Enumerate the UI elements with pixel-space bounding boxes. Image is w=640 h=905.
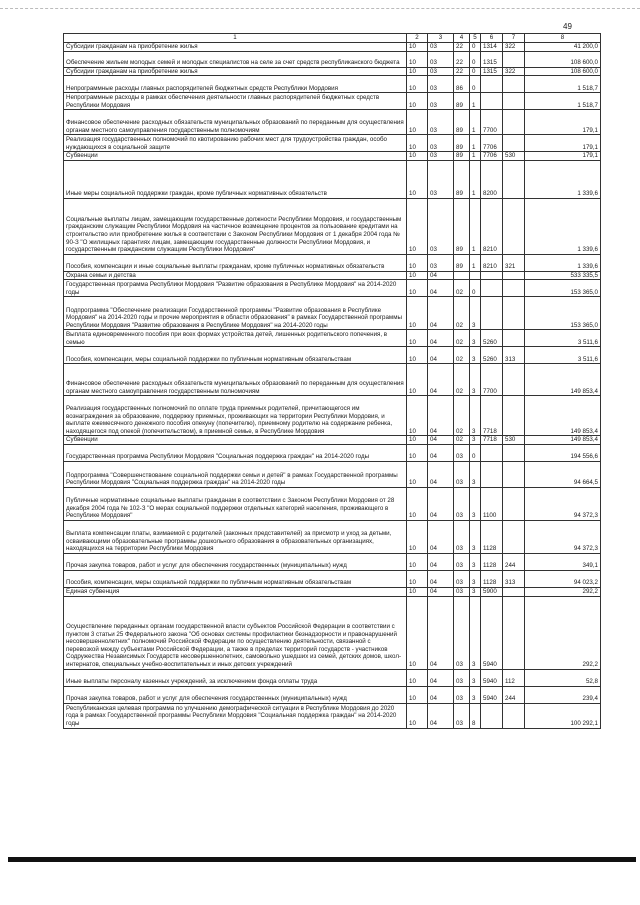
row-code-cell: 10 — [407, 520, 428, 553]
row-code-cell: 244 — [503, 686, 525, 703]
row-code-cell: 321 — [503, 254, 525, 271]
row-code-cell: 8210 — [481, 254, 503, 271]
row-amount-cell: 194 556,6 — [525, 444, 601, 461]
page-number: 49 — [563, 22, 572, 31]
row-amount-cell: 292,2 — [525, 596, 601, 669]
row-code-cell: 04 — [428, 436, 454, 445]
column-header: 5 — [470, 34, 481, 43]
row-code-cell: 02 — [454, 297, 470, 330]
row-code-cell: 04 — [428, 347, 454, 364]
row-name-cell: Финансовое обеспечение расходных обязательств муниципальных образований по переданным для осуществления органам местного самоуправления государственным полномочиям — [64, 110, 407, 135]
row-code-cell: 03 — [428, 135, 454, 152]
table-row — [64, 570, 601, 587]
row-code-cell: 03 — [454, 596, 470, 669]
row-code-cell: 10 — [407, 135, 428, 152]
row-amount-cell: 349,1 — [525, 553, 601, 570]
row-code-cell: 5260 — [481, 330, 503, 347]
table-row — [64, 347, 601, 364]
row-code-cell: 7718 — [481, 396, 503, 436]
row-code-cell: 02 — [454, 396, 470, 436]
table-row — [64, 93, 601, 110]
row-code-cell: 02 — [454, 330, 470, 347]
row-code-cell: 04 — [428, 570, 454, 587]
row-code-cell — [503, 330, 525, 347]
row-code-cell: 03 — [428, 93, 454, 110]
row-code-cell: 1 — [470, 152, 481, 161]
row-code-cell: 86 — [454, 76, 470, 93]
budget-table — [63, 33, 601, 729]
row-code-cell: 03 — [454, 553, 470, 570]
row-name-cell: Обеспечение жильем молодых семей и молодых специалистов на селе за счет средств республиканского бюджета — [64, 51, 407, 67]
row-code-cell: 1128 — [481, 520, 503, 553]
table-row — [64, 330, 601, 347]
row-code-cell: 3 — [470, 347, 481, 364]
row-code-cell: 04 — [428, 297, 454, 330]
row-code-cell: 89 — [454, 198, 470, 254]
row-code-cell: 10 — [407, 198, 428, 254]
row-code-cell: 3 — [470, 553, 481, 570]
row-code-cell — [481, 271, 503, 280]
row-code-cell: 530 — [503, 436, 525, 445]
row-code-cell: 03 — [428, 67, 454, 76]
row-code-cell: 3 — [470, 686, 481, 703]
row-code-cell: 04 — [428, 686, 454, 703]
row-name-cell: Иные выплаты персоналу казенных учреждений, за исключением фонда оплаты труда — [64, 669, 407, 686]
row-amount-cell: 153 365,0 — [525, 297, 601, 330]
row-code-cell: 03 — [454, 520, 470, 553]
row-code-cell: 04 — [428, 596, 454, 669]
table-row — [64, 160, 601, 198]
row-code-cell: 04 — [428, 396, 454, 436]
table-row — [64, 669, 601, 686]
row-code-cell: 04 — [428, 520, 454, 553]
row-amount-cell: 94 664,5 — [525, 461, 601, 487]
row-code-cell: 03 — [454, 570, 470, 587]
row-name-cell: Осуществление переданных органам государственной власти субъектов Российской Федерации в соответствии с пунктом 3 статьи 25 Федерального закона "Об основах системы профилактики безнадзорности и правонарушений несовершеннолетних" полномочий Российской Федерации по осуществлению деятельности, связанной с перевозкой между субъектами Российской Федерации, а также в пределах территорий государств - участников Содружества Независимых Государств несовершеннолетних, самовольно ушедших из семей, детских домов, школ-интернатов, специальных учебно-воспитательных и иных детских учреждений — [64, 596, 407, 669]
column-header: 8 — [525, 34, 601, 43]
row-code-cell: 3 — [470, 297, 481, 330]
table-row — [64, 444, 601, 461]
row-code-cell: 22 — [454, 67, 470, 76]
row-code-cell — [503, 444, 525, 461]
column-header: 1 — [64, 34, 407, 43]
row-code-cell — [503, 297, 525, 330]
row-code-cell — [470, 271, 481, 280]
row-name-cell: Пособия, компенсации и иные социальные выплаты гражданам, кроме публичных нормативных обязательств — [64, 254, 407, 271]
row-code-cell — [481, 93, 503, 110]
row-code-cell: 0 — [470, 51, 481, 67]
row-name-cell: Выплата компенсации платы, взимаемой с родителей (законных представителей) за присмотр и уход за детьми, осваивающими образовательные программы дошкольного образования в образовательных организациях, находящихся на территории Республики Мордовия — [64, 520, 407, 553]
row-code-cell: 89 — [454, 152, 470, 161]
row-code-cell: 322 — [503, 43, 525, 52]
row-amount-cell: 100 292,1 — [525, 703, 601, 728]
row-code-cell — [503, 461, 525, 487]
row-code-cell: 03 — [428, 51, 454, 67]
table-row — [64, 461, 601, 487]
row-code-cell: 89 — [454, 254, 470, 271]
row-code-cell: 10 — [407, 93, 428, 110]
row-code-cell: 03 — [428, 198, 454, 254]
table-row — [64, 364, 601, 396]
row-amount-cell: 108 600,0 — [525, 51, 601, 67]
page-bottom-edge — [8, 857, 636, 862]
row-code-cell: 03 — [428, 110, 454, 135]
row-code-cell: 22 — [454, 51, 470, 67]
row-code-cell: 89 — [454, 160, 470, 198]
table-row — [64, 553, 601, 570]
row-amount-cell: 1 339,6 — [525, 160, 601, 198]
row-code-cell — [481, 76, 503, 93]
row-code-cell — [481, 297, 503, 330]
row-code-cell — [481, 280, 503, 297]
row-amount-cell: 153 365,0 — [525, 280, 601, 297]
row-code-cell — [503, 135, 525, 152]
row-code-cell: 10 — [407, 686, 428, 703]
row-code-cell: 3 — [470, 669, 481, 686]
row-code-cell — [503, 160, 525, 198]
row-code-cell: 03 — [428, 76, 454, 93]
row-code-cell — [503, 587, 525, 596]
table-row — [64, 51, 601, 67]
row-name-cell: Единая субвенция — [64, 587, 407, 596]
row-code-cell: 10 — [407, 43, 428, 52]
table-row — [64, 520, 601, 553]
row-code-cell: 3 — [470, 587, 481, 596]
row-amount-cell: 292,2 — [525, 587, 601, 596]
row-code-cell: 5260 — [481, 347, 503, 364]
row-code-cell — [503, 487, 525, 520]
row-name-cell: Выплата единовременного пособия при всех формах устройства детей, лишенных родительского попечения, в семью — [64, 330, 407, 347]
row-code-cell: 10 — [407, 669, 428, 686]
row-code-cell: 02 — [454, 280, 470, 297]
row-code-cell: 10 — [407, 570, 428, 587]
row-code-cell: 8 — [470, 703, 481, 728]
row-amount-cell: 1 339,6 — [525, 198, 601, 254]
table-row — [64, 596, 601, 669]
table-row — [64, 280, 601, 297]
row-code-cell: 1 — [470, 110, 481, 135]
row-code-cell — [503, 364, 525, 396]
row-code-cell: 04 — [428, 487, 454, 520]
row-code-cell: 03 — [428, 43, 454, 52]
row-code-cell: 10 — [407, 330, 428, 347]
row-code-cell: 04 — [428, 703, 454, 728]
row-code-cell: 10 — [407, 51, 428, 67]
row-code-cell — [503, 396, 525, 436]
row-amount-cell: 41 200,0 — [525, 43, 601, 52]
row-code-cell: 3 — [470, 396, 481, 436]
row-code-cell: 10 — [407, 436, 428, 445]
row-code-cell: 89 — [454, 110, 470, 135]
row-amount-cell: 94 023,2 — [525, 570, 601, 587]
row-amount-cell: 179,1 — [525, 152, 601, 161]
row-name-cell: Иные меры социальной поддержки граждан, кроме публичных нормативных обязательств — [64, 160, 407, 198]
table-row — [64, 436, 601, 445]
row-code-cell — [503, 703, 525, 728]
table-row — [64, 198, 601, 254]
row-code-cell: 04 — [428, 364, 454, 396]
row-name-cell: Подпрограмма "Совершенствование социальной поддержки семьи и детей" в рамках Государственной программы Республики Мордовия "Социальная поддержка граждан" на 2014-2020 годы — [64, 461, 407, 487]
row-code-cell — [481, 703, 503, 728]
row-code-cell: 04 — [428, 271, 454, 280]
row-code-cell — [503, 110, 525, 135]
row-code-cell: 7700 — [481, 364, 503, 396]
row-code-cell — [503, 93, 525, 110]
row-name-cell: Подпрограмма "Обеспечение реализации Государственной программы "Развитие образования в Республике Мордовия" на 2014-2020 годы и прочие мероприятия в области образования" в рамках Государственной программы Республики Мордовия "Развитие образования в Республике Мордовия" на 2014-2020 годы — [64, 297, 407, 330]
table-row — [64, 703, 601, 728]
row-code-cell: 322 — [503, 67, 525, 76]
table-row — [64, 396, 601, 436]
table-row — [64, 487, 601, 520]
row-code-cell: 10 — [407, 347, 428, 364]
column-header: 4 — [454, 34, 470, 43]
row-code-cell: 5940 — [481, 596, 503, 669]
row-amount-cell: 3 511,6 — [525, 330, 601, 347]
row-code-cell: 1 — [470, 135, 481, 152]
row-amount-cell: 149 853,4 — [525, 396, 601, 436]
row-name-cell: Реализация государственных полномочий по квотированию рабочих мест для трудоустройства граждан, особо нуждающихся в социальной защите — [64, 135, 407, 152]
row-code-cell: 1100 — [481, 487, 503, 520]
row-code-cell: 89 — [454, 93, 470, 110]
row-amount-cell: 52,8 — [525, 669, 601, 686]
row-code-cell: 8210 — [481, 198, 503, 254]
row-code-cell: 5940 — [481, 669, 503, 686]
row-amount-cell: 108 600,0 — [525, 67, 601, 76]
column-header: 6 — [481, 34, 503, 43]
row-name-cell: Непрограммные расходы в рамках обеспечения деятельности главных распорядителей бюджетных средств Республики Мордовия — [64, 93, 407, 110]
table-row — [64, 271, 601, 280]
row-code-cell: 10 — [407, 703, 428, 728]
row-code-cell: 89 — [454, 135, 470, 152]
row-code-cell — [454, 271, 470, 280]
row-code-cell — [503, 271, 525, 280]
row-code-cell: 3 — [470, 487, 481, 520]
row-code-cell: 10 — [407, 487, 428, 520]
table-row — [64, 297, 601, 330]
row-amount-cell: 149 853,4 — [525, 436, 601, 445]
row-code-cell: 03 — [454, 703, 470, 728]
row-code-cell: 1314 — [481, 43, 503, 52]
row-code-cell: 02 — [454, 436, 470, 445]
row-code-cell: 10 — [407, 461, 428, 487]
row-code-cell: 5900 — [481, 587, 503, 596]
row-code-cell: 10 — [407, 396, 428, 436]
row-code-cell: 7706 — [481, 135, 503, 152]
row-code-cell: 10 — [407, 587, 428, 596]
row-code-cell: 3 — [470, 520, 481, 553]
row-amount-cell: 1 518,7 — [525, 76, 601, 93]
row-code-cell: 10 — [407, 152, 428, 161]
row-code-cell: 3 — [470, 461, 481, 487]
row-name-cell: Реализация государственных полномочий по оплате труда приемных родителей, причитающегося им вознаграждения за образование, поддержку приемных, проживающих на территории Республики Мордовия, и выплате ежемесячного денежного пособия опекуну (попечителю), приемному родителю на содержание ребенка, находящегося под опекой (попечительством), в приемной семье, в Республике Мордовия — [64, 396, 407, 436]
row-code-cell: 8200 — [481, 160, 503, 198]
row-code-cell: 3 — [470, 364, 481, 396]
row-code-cell: 04 — [428, 444, 454, 461]
row-code-cell: 10 — [407, 596, 428, 669]
column-header: 3 — [428, 34, 454, 43]
row-code-cell: 10 — [407, 297, 428, 330]
row-amount-cell: 149 853,4 — [525, 364, 601, 396]
row-code-cell: 0 — [470, 280, 481, 297]
row-name-cell: Государственная программа Республики Мордовия "Развитие образования в Республике Мордовия" на 2014-2020 годы — [64, 280, 407, 297]
row-amount-cell: 1 518,7 — [525, 93, 601, 110]
row-code-cell: 1 — [470, 198, 481, 254]
row-name-cell: Прочая закупка товаров, работ и услуг для обеспечения государственных (муниципальных) нужд — [64, 686, 407, 703]
row-code-cell: 7700 — [481, 110, 503, 135]
row-code-cell: 1 — [470, 254, 481, 271]
row-code-cell: 10 — [407, 271, 428, 280]
row-name-cell: Субвенции — [64, 152, 407, 161]
row-name-cell: Пособия, компенсации, меры социальной поддержки по публичным нормативным обязательствам — [64, 347, 407, 364]
row-code-cell: 10 — [407, 67, 428, 76]
row-code-cell: 10 — [407, 444, 428, 461]
row-code-cell: 10 — [407, 110, 428, 135]
table-row — [64, 587, 601, 596]
row-code-cell: 530 — [503, 152, 525, 161]
column-header: 7 — [503, 34, 525, 43]
row-code-cell — [503, 596, 525, 669]
row-name-cell: Непрограммные расходы главных распорядителей бюджетных средств Республики Мордовия — [64, 76, 407, 93]
row-code-cell: 03 — [428, 254, 454, 271]
row-name-cell: Государственная программа Республики Мордовия "Социальная поддержка граждан" на 2014-2020 годы — [64, 444, 407, 461]
row-code-cell — [503, 520, 525, 553]
row-name-cell: Охрана семьи и детства — [64, 271, 407, 280]
table-row — [64, 43, 601, 52]
row-code-cell: 02 — [454, 347, 470, 364]
row-code-cell — [481, 444, 503, 461]
table-row — [64, 76, 601, 93]
row-code-cell: 10 — [407, 76, 428, 93]
row-code-cell: 02 — [454, 364, 470, 396]
row-code-cell: 10 — [407, 254, 428, 271]
row-code-cell: 0 — [470, 43, 481, 52]
table-row — [64, 152, 601, 161]
row-name-cell: Финансовое обеспечение расходных обязательств муниципальных образований по переданным для осуществления органам местного самоуправления государственным полномочиям — [64, 364, 407, 396]
row-code-cell: 1315 — [481, 67, 503, 76]
row-amount-cell: 94 372,3 — [525, 487, 601, 520]
row-code-cell: 5940 — [481, 686, 503, 703]
row-code-cell: 10 — [407, 280, 428, 297]
row-amount-cell: 1 339,6 — [525, 254, 601, 271]
row-code-cell: 7718 — [481, 436, 503, 445]
row-code-cell — [481, 461, 503, 487]
row-code-cell: 3 — [470, 596, 481, 669]
table-row — [64, 110, 601, 135]
table-row — [64, 686, 601, 703]
row-name-cell: Социальные выплаты лицам, замещающим государственные должности Республики Мордовия, и государственным гражданским служащим Республики Мордовия на частичное возмещение процентов за пользование кредитами на строительство или приобретение жилья в соответствии с Законом Республики Мордовия от 1 декабря 2004 года № 90-З "О жилищных гарантиях лицам, замещающим государственные должности Республики Мордовия, и государственным гражданским служащим Республики Мордовия" — [64, 198, 407, 254]
row-code-cell: 03 — [454, 587, 470, 596]
row-code-cell: 03 — [454, 669, 470, 686]
top-dashed-edge — [0, 8, 640, 9]
row-name-cell: Субвенции — [64, 436, 407, 445]
row-code-cell: 313 — [503, 347, 525, 364]
row-code-cell: 04 — [428, 280, 454, 297]
row-code-cell: 10 — [407, 160, 428, 198]
row-code-cell: 03 — [428, 160, 454, 198]
row-code-cell: 03 — [454, 686, 470, 703]
row-code-cell: 0 — [470, 76, 481, 93]
row-amount-cell: 179,1 — [525, 110, 601, 135]
row-code-cell: 3 — [470, 436, 481, 445]
row-code-cell: 3 — [470, 330, 481, 347]
row-code-cell: 112 — [503, 669, 525, 686]
row-code-cell: 04 — [428, 553, 454, 570]
row-code-cell: 3 — [470, 570, 481, 587]
row-code-cell: 03 — [454, 461, 470, 487]
table-row — [64, 135, 601, 152]
table-row — [64, 67, 601, 76]
table-row — [64, 254, 601, 271]
row-code-cell: 03 — [454, 487, 470, 520]
row-code-cell: 0 — [470, 444, 481, 461]
row-code-cell: 1128 — [481, 570, 503, 587]
row-code-cell: 10 — [407, 553, 428, 570]
row-code-cell: 03 — [454, 444, 470, 461]
row-code-cell: 04 — [428, 587, 454, 596]
row-code-cell: 10 — [407, 364, 428, 396]
row-amount-cell: 3 511,6 — [525, 347, 601, 364]
row-code-cell: 313 — [503, 570, 525, 587]
row-code-cell: 0 — [470, 67, 481, 76]
row-code-cell — [503, 76, 525, 93]
row-name-cell: Субсидии гражданам на приобретение жилья — [64, 67, 407, 76]
row-amount-cell: 533 335,5 — [525, 271, 601, 280]
row-code-cell: 244 — [503, 553, 525, 570]
column-header-row — [64, 34, 601, 43]
row-code-cell: 1 — [470, 93, 481, 110]
row-code-cell: 7706 — [481, 152, 503, 161]
column-header: 2 — [407, 34, 428, 43]
row-code-cell: 04 — [428, 330, 454, 347]
row-name-cell: Прочая закупка товаров, работ и услуг для обеспечения государственных (муниципальных) нужд — [64, 553, 407, 570]
row-name-cell: Публичные нормативные социальные выплаты гражданам в соответствии с Законом Республики Мордовия от 28 декабря 2004 года № 102-З "О мерах социальной поддержки отдельных категорий населения, проживающего в Республике Мордовия" — [64, 487, 407, 520]
row-code-cell — [503, 198, 525, 254]
row-code-cell: 04 — [428, 461, 454, 487]
row-code-cell: 22 — [454, 43, 470, 52]
row-name-cell: Республиканская целевая программа по улучшению демографической ситуации в Республике Мордовия до 2020 года в рамках Государственной программы Республики Мордовия "Социальная поддержка граждан" на 2014-2020 годы — [64, 703, 407, 728]
row-code-cell — [503, 280, 525, 297]
row-amount-cell: 239,4 — [525, 686, 601, 703]
row-amount-cell: 94 372,3 — [525, 520, 601, 553]
row-code-cell: 1128 — [481, 553, 503, 570]
row-name-cell: Пособия, компенсации, меры социальной поддержки по публичным нормативным обязательствам — [64, 570, 407, 587]
row-code-cell — [503, 51, 525, 67]
row-code-cell: 1315 — [481, 51, 503, 67]
row-name-cell: Субсидии гражданам на приобретение жилья — [64, 43, 407, 52]
row-code-cell: 03 — [428, 152, 454, 161]
row-code-cell: 1 — [470, 160, 481, 198]
row-code-cell: 04 — [428, 669, 454, 686]
row-amount-cell: 179,1 — [525, 135, 601, 152]
